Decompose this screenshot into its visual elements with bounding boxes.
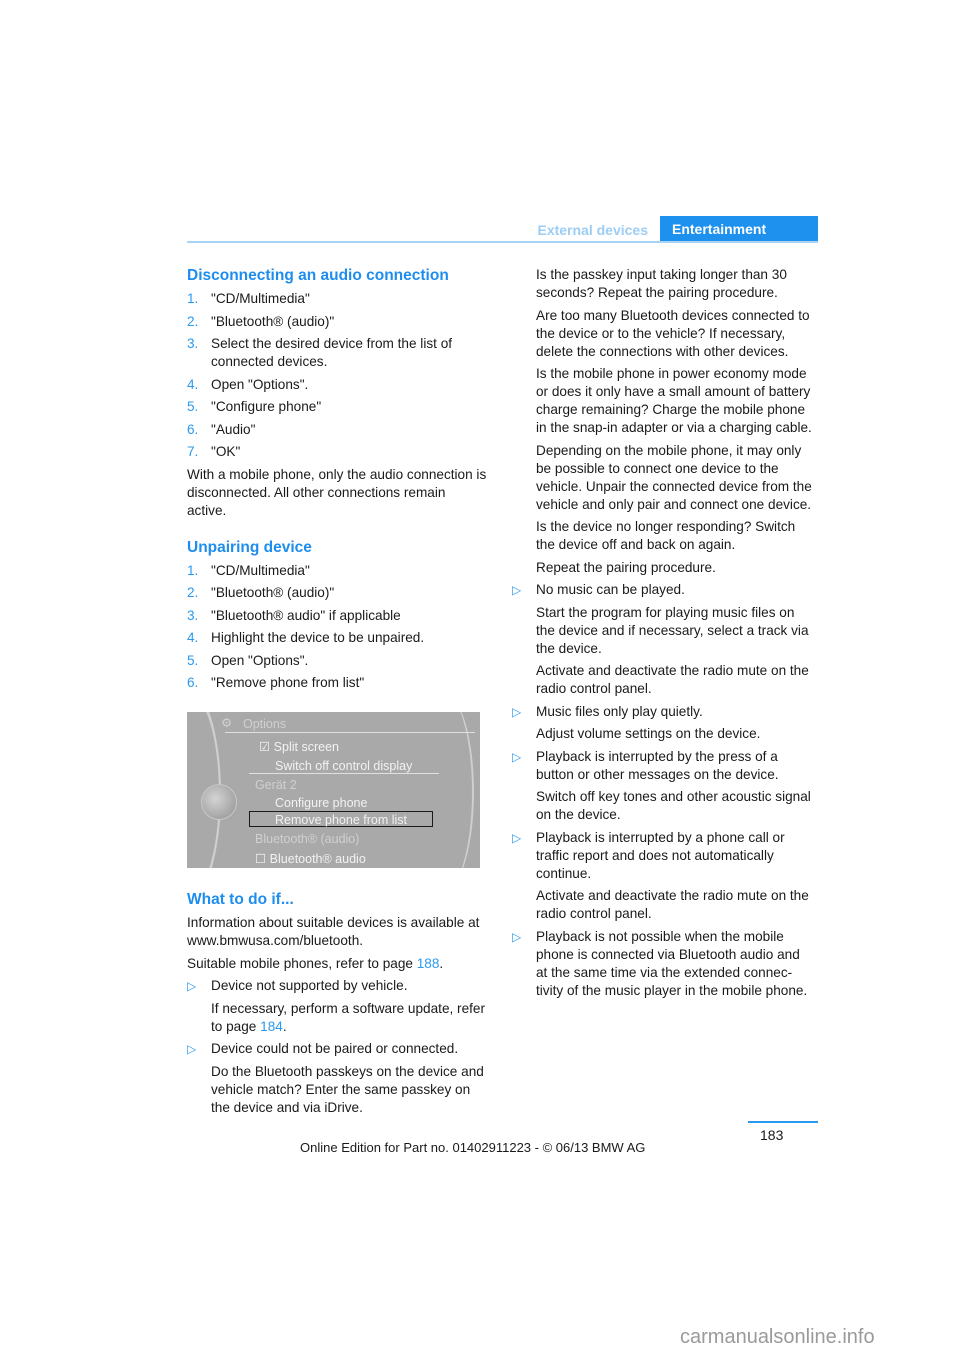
- step: [187, 607, 487, 625]
- step-text: "Bluetooth® (audio)": [211, 313, 335, 329]
- step-text: Open "Options".: [211, 376, 309, 392]
- ref-text: If necessary, perform a software update, refer to page: [211, 1000, 486, 1034]
- bullet-item: [512, 748, 812, 784]
- bullet-subtext: Repeat the pairing procedure.: [536, 559, 716, 575]
- bullet-heading: Device not supported by vehicle.: [211, 978, 408, 993]
- idrive-options-screenshot: [187, 712, 480, 868]
- step: [187, 629, 487, 647]
- step-number: 4.: [187, 376, 199, 392]
- step-text: "Bluetooth® audio" if applicable: [211, 607, 401, 623]
- bullet-subtext: Is the mobile phone in power economy mode or does it only have a small amount of battery charge remaining? Charge the mobile phone in the snap-in adapter or via a charging cable.: [536, 366, 812, 435]
- step-text: "Audio": [211, 421, 256, 437]
- page-link-188[interactable]: 188: [416, 955, 440, 971]
- step: [187, 652, 487, 670]
- bullet-subtext: Adjust volume settings on the device.: [536, 726, 761, 741]
- step-number: 2.: [187, 313, 199, 329]
- step-text: "CD/Multimedia": [211, 291, 310, 306]
- bullet-subtext: Activate and deactivate the radio mute on the radio control panel.: [536, 663, 809, 696]
- step-number: 5.: [187, 399, 199, 414]
- right-column: [512, 266, 812, 1004]
- header-chapter-tab: Entertainment: [660, 216, 818, 242]
- bullet-item: [512, 703, 812, 721]
- scroll-arc: [412, 712, 474, 868]
- menu-divider: [249, 773, 439, 774]
- bullet-subtext: Is the device no longer responding? Switch the device off and back on again.: [536, 519, 796, 552]
- step-number: 3.: [187, 336, 199, 351]
- page-link-184[interactable]: 184: [260, 1018, 283, 1034]
- triangle-bullet-icon: ▷: [512, 704, 522, 719]
- disconnect-heading: Disconnecting an audio connection: [187, 267, 449, 284]
- triangle-bullet-icon: ▷: [187, 979, 197, 993]
- left-column: [187, 266, 487, 1121]
- bullet-heading: Playback is interrupted by a phone call or traffic report and does not automatically continue.: [536, 829, 785, 881]
- step-number: 1.: [187, 562, 199, 578]
- step-text: "Remove phone from list": [211, 675, 365, 690]
- step-number: 1.: [187, 291, 199, 306]
- step-text: "CD/Multimedia": [211, 562, 310, 578]
- step: [187, 562, 487, 580]
- bullet-heading: Playback is interrupted by the press of a button or other messages on the device.: [536, 748, 779, 782]
- bullet-item: [187, 977, 487, 995]
- step: [187, 335, 487, 371]
- menu-item-bluetooth-audio: ☐ Bluetooth® audio: [255, 852, 366, 866]
- menu-item-switch-off-display: Switch off control display: [275, 759, 413, 773]
- watermark: carmanualsonline.info: [680, 1326, 875, 1348]
- edition-footer: Online Edition for Part no. 01402911223 - © 06/13 BMW AG: [300, 1140, 646, 1155]
- controller-knob-icon: [201, 784, 237, 820]
- step-number: 3.: [187, 607, 199, 623]
- step-text: Select the desired device from the list of connected devices.: [211, 336, 453, 369]
- disconnect-note: With a mobile phone, only the audio connection is disconnected. All other connections remain active.: [187, 466, 487, 518]
- disconnect-steps: [187, 290, 487, 461]
- bullet-subtext: [187, 1000, 487, 1036]
- step: [187, 443, 487, 461]
- step-number: 2.: [187, 585, 199, 600]
- bullet-subtext: Switch off key tones and other acoustic signal on the device.: [536, 789, 811, 822]
- menu-group-bluetooth-audio: Bluetooth® (audio): [255, 832, 360, 846]
- options-title: Options: [243, 717, 287, 731]
- unpair-heading: Unpairing device: [187, 538, 312, 556]
- step: [187, 376, 487, 394]
- step: [187, 313, 487, 331]
- bullet-subtext: Activate and deactivate the radio mute on the radio control panel.: [536, 888, 809, 921]
- ref-suffix: .: [282, 1018, 287, 1034]
- step: [187, 290, 487, 308]
- bullet-subtext: Start the program for playing music files on the device and if necessary, select a track via the device.: [536, 604, 809, 656]
- step-number: 4.: [187, 630, 199, 645]
- bullet-heading: No music can be played.: [536, 582, 685, 597]
- triangle-bullet-icon: ▷: [512, 583, 522, 597]
- bullet-subtext: Depending on the mobile phone, it may only be possible to connect one device to the vehicle. Unpair the connected device from the vehicle and only pair and connect one device.: [536, 442, 812, 512]
- step-number: 6.: [187, 675, 199, 690]
- title-divider: [225, 732, 475, 733]
- triangle-bullet-icon: ▷: [187, 1042, 197, 1056]
- triangle-bullet-icon: ▷: [512, 929, 522, 944]
- unpair-steps: [187, 562, 487, 693]
- bullet-subtext: Are too many Bluetooth devices connected to the device or to the vehicle? If necessary, delete the connections with other devices.: [536, 307, 810, 359]
- step-text: "Configure phone": [211, 399, 322, 414]
- menu-item-split-screen: ☑ Split screen: [259, 740, 339, 754]
- bullet-heading: Playback is not possible when the mobile phone is connected via Bluetooth audio and at the same time via the extended connec-tivity of the music player in the mobile phone.: [536, 928, 808, 998]
- step: [187, 674, 487, 692]
- step-text: Highlight the device to be unpaired.: [211, 630, 425, 645]
- step: [187, 584, 487, 602]
- bullet-item: [512, 829, 812, 883]
- step-text: Open "Options".: [211, 652, 309, 668]
- bullet-item: [512, 581, 812, 599]
- options-gear-icon: ⚙: [221, 716, 233, 730]
- step-text: "OK": [211, 444, 241, 459]
- menu-item-remove-phone: Remove phone from list: [275, 813, 408, 827]
- step-number: 6.: [187, 421, 199, 437]
- page-number-rule: [748, 1121, 818, 1123]
- bullet-item: [187, 1040, 487, 1058]
- step: [187, 398, 487, 416]
- step-number: 7.: [187, 444, 199, 459]
- triangle-bullet-icon: ▷: [512, 830, 522, 845]
- menu-group-device: Gerät 2: [255, 778, 297, 792]
- step-number: 5.: [187, 652, 199, 668]
- step: [187, 421, 487, 439]
- whatif-phones-ref: [187, 955, 487, 973]
- bullet-subtext: Do the Bluetooth passkeys on the device and vehicle match? Enter the same passkey on the device and via iDrive.: [211, 1063, 484, 1115]
- menu-item-configure-phone: Configure phone: [275, 796, 368, 810]
- page-number: 183: [760, 1127, 784, 1143]
- triangle-bullet-icon: ▷: [512, 749, 522, 764]
- header-section-label: External devices: [537, 222, 648, 238]
- bullet-item: [512, 928, 812, 1000]
- whatif-intro: Information about suitable devices is available at www.bmwusa.com/bluetooth.: [187, 915, 480, 948]
- ref-suffix: .: [439, 955, 444, 971]
- whatif-heading: What to do if...: [187, 891, 294, 908]
- bullet-heading: Device could not be paired or connected.: [211, 1041, 459, 1056]
- ref-text: Suitable mobile phones, refer to page: [187, 955, 417, 971]
- bullet-heading: Music files only play quietly.: [536, 703, 703, 719]
- header-rule: [187, 241, 818, 243]
- step-text: "Bluetooth® (audio)": [211, 585, 335, 600]
- bullet-subtext: Is the passkey input taking longer than 30 seconds? Repeat the pairing procedure.: [536, 267, 787, 300]
